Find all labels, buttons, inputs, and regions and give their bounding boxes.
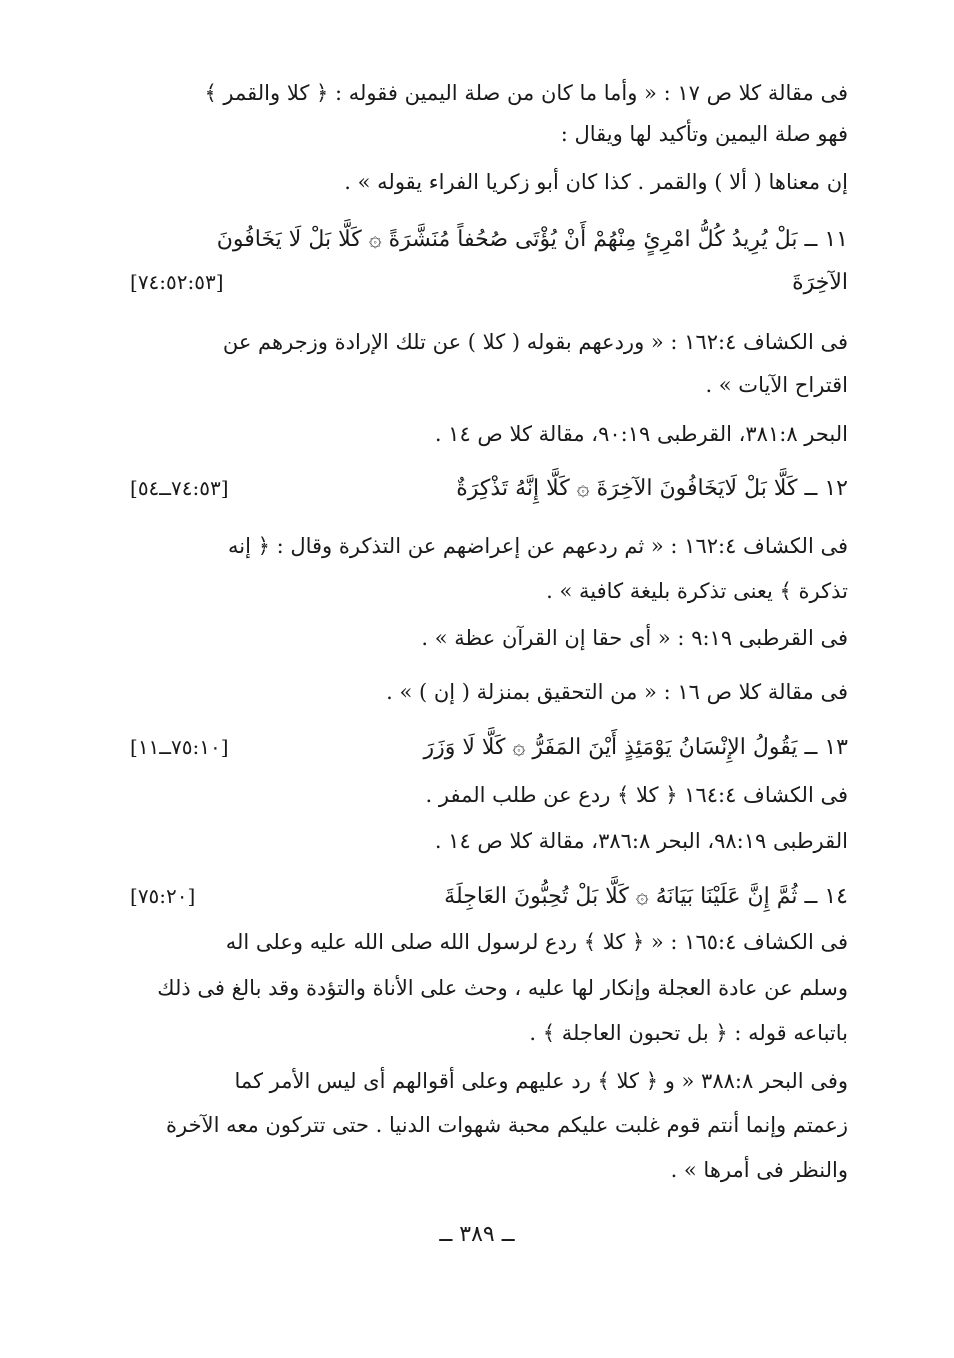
text-line: فى مقالة كلا ص ١٦ : « من التحقيق بمنزلة ( إن ) » . [386,680,848,704]
verse-reference: [٧٤:٥٢:٥٣] [130,270,224,294]
page-number: ــ ٣٨٩ ــ [439,1222,515,1247]
verse-line: ١٣ ــ يَقُولُ الإِنْسَانُ يَوْمَئِذٍ أَيْنَ المَفَرُّ ۞ كَلَّا لَا وَزَرَ [423,735,848,760]
verse-line: ١٤ ــ ثُمَّ إِنَّ عَلَيْنَا بَيَانَهُ ۞ كَلَّا بَلْ تُحِبُّونَ العَاجِلَةَ [444,884,848,909]
text-line: القرطبى ٩٨:١٩، البحر ٣٨٦:٨، مقالة كلا ص ١٤ . [434,829,848,853]
text-line: فى الكشاف ١٦٤:٤ ﴿ كلا ﴾ ردع عن طلب المفر . [425,783,848,807]
verse-reference: [٧٥:١٠ــ١١] [130,735,229,759]
text-line: البحر ٣٨١:٨، القرطبى ٩٠:١٩، مقالة كلا ص ١٤ . [434,422,848,446]
verse-line: ١١ ــ بَلْ يُرِيدُ كُلُّ امْرِئٍ مِنْهُمْ أَنْ يُؤْتَى صُحُفاً مُنَشَّرَةً ۞ كَلَّا بَلْ لَا يَخَافُونَ [216,227,848,252]
text-line: إن معناها ( ألا ) والقمر . كذا كان أبو زكريا الفراء يقوله » . [344,170,848,194]
verse-line: ١٢ ــ كَلَّا بَلْ لَايَخَافُونَ الآخِرَةَ ۞ كَلَّا إِنَّهُ تَذْكِرَةٌ [456,476,848,501]
text-line: باتباعه قوله : ﴿ بل تحبون العاجلة ﴾ . [529,1021,848,1045]
verse-reference: [٧٥:٢٠] [130,884,196,908]
text-line: فى الكشاف ١٦٢:٤ : « وردعهم بقوله ( كلا ) عن تلك الإرادة وزجرهم عن [222,330,848,354]
text-line: اقتراح الآيات » . [705,373,848,397]
text-line: فى مقالة كلا ص ١٧ : « وأما ما كان من صلة اليمين فقوله : ﴿ كلا والقمر ﴾ [204,81,848,105]
verse-reference: [٧٤:٥٣ــ٥٤] [130,476,229,500]
verse-line: الآخِرَةَ [792,270,848,295]
text-line: فى القرطبى ٩:١٩ : « أى حقا إن القرآن عظة » . [421,626,848,650]
text-line: وفى البحر ٣٨٨:٨ « و ﴿ كلا ﴾ رد عليهم وعلى أقوالهم أى ليس الأمر كما [234,1069,848,1093]
text-line: زعمتم وإنما أنتم قوم غلبت عليكم محبة شهوات الدنيا . حتى تتركون معه الآخرة [166,1113,848,1137]
text-line: فى الكشاف ١٦٢:٤ : « ثم ردعهم عن إعراضهم عن التذكرة وقال : ﴿ إنه [228,534,848,558]
text-line: فى الكشاف ١٦٥:٤ : « ﴿ كلا ﴾ ردع لرسول الله صلى الله عليه وعلى اله [225,930,848,954]
text-line: وسلم عن عادة العجلة وإنكار لها عليه ، وحث على الأناة والتؤدة وقد بالغ فى ذلك [157,976,848,1000]
text-line: والنظر فى أمرها » . [670,1158,848,1182]
text-line: تذكرة ﴾ يعنى تذكرة بليغة كافية » . [546,579,848,603]
text-line: فهو صلة اليمين وتأكيد لها ويقال : [560,122,848,146]
